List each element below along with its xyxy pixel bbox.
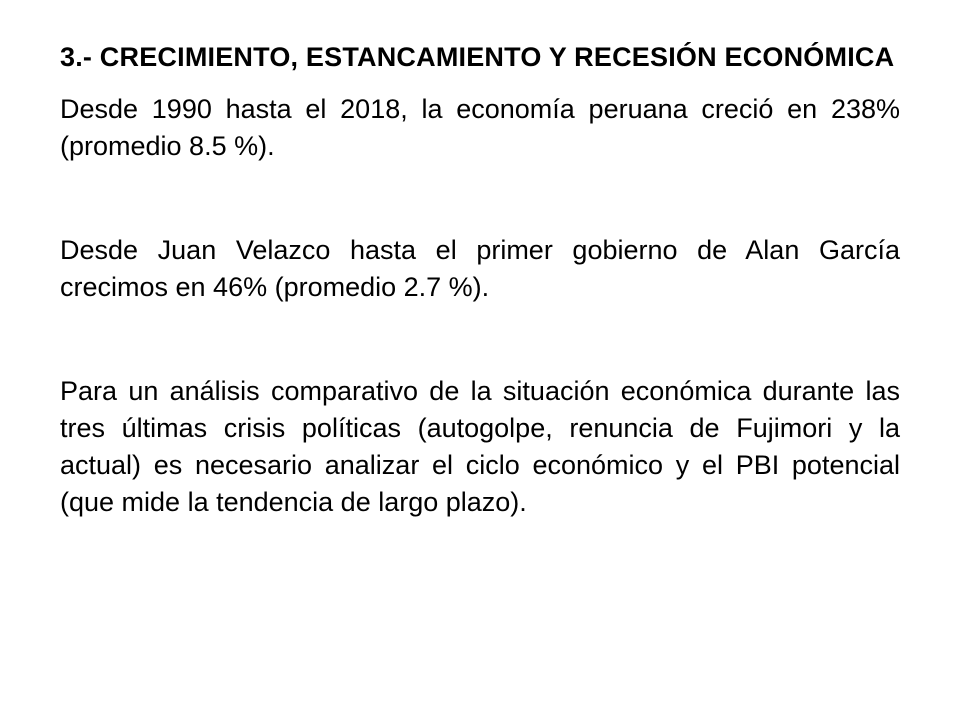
slide-content <box>60 38 900 521</box>
paragraph-comparative-analysis: Para un análisis comparativo de la situación económica durante las tres últimas crisis políticas (autogolpe, renuncia de Fujimori y la actual) es necesario analizar el ciclo económico y el PBI potencial (que mide la tendencia de largo plazo). <box>60 376 900 517</box>
paragraph-growth-velazco-garcia: Desde Juan Velazco hasta el primer gobierno de Alan García crecimos en 46% (promedio 2.7 %). <box>60 235 900 302</box>
slide-title: 3.- CRECIMIENTO, ESTANCAMIENTO Y RECESIÓN ECONÓMICA <box>60 42 895 72</box>
paragraph-growth-1990-2018: Desde 1990 hasta el 2018, la economía peruana creció en 238% (promedio 8.5 %). <box>60 94 900 161</box>
